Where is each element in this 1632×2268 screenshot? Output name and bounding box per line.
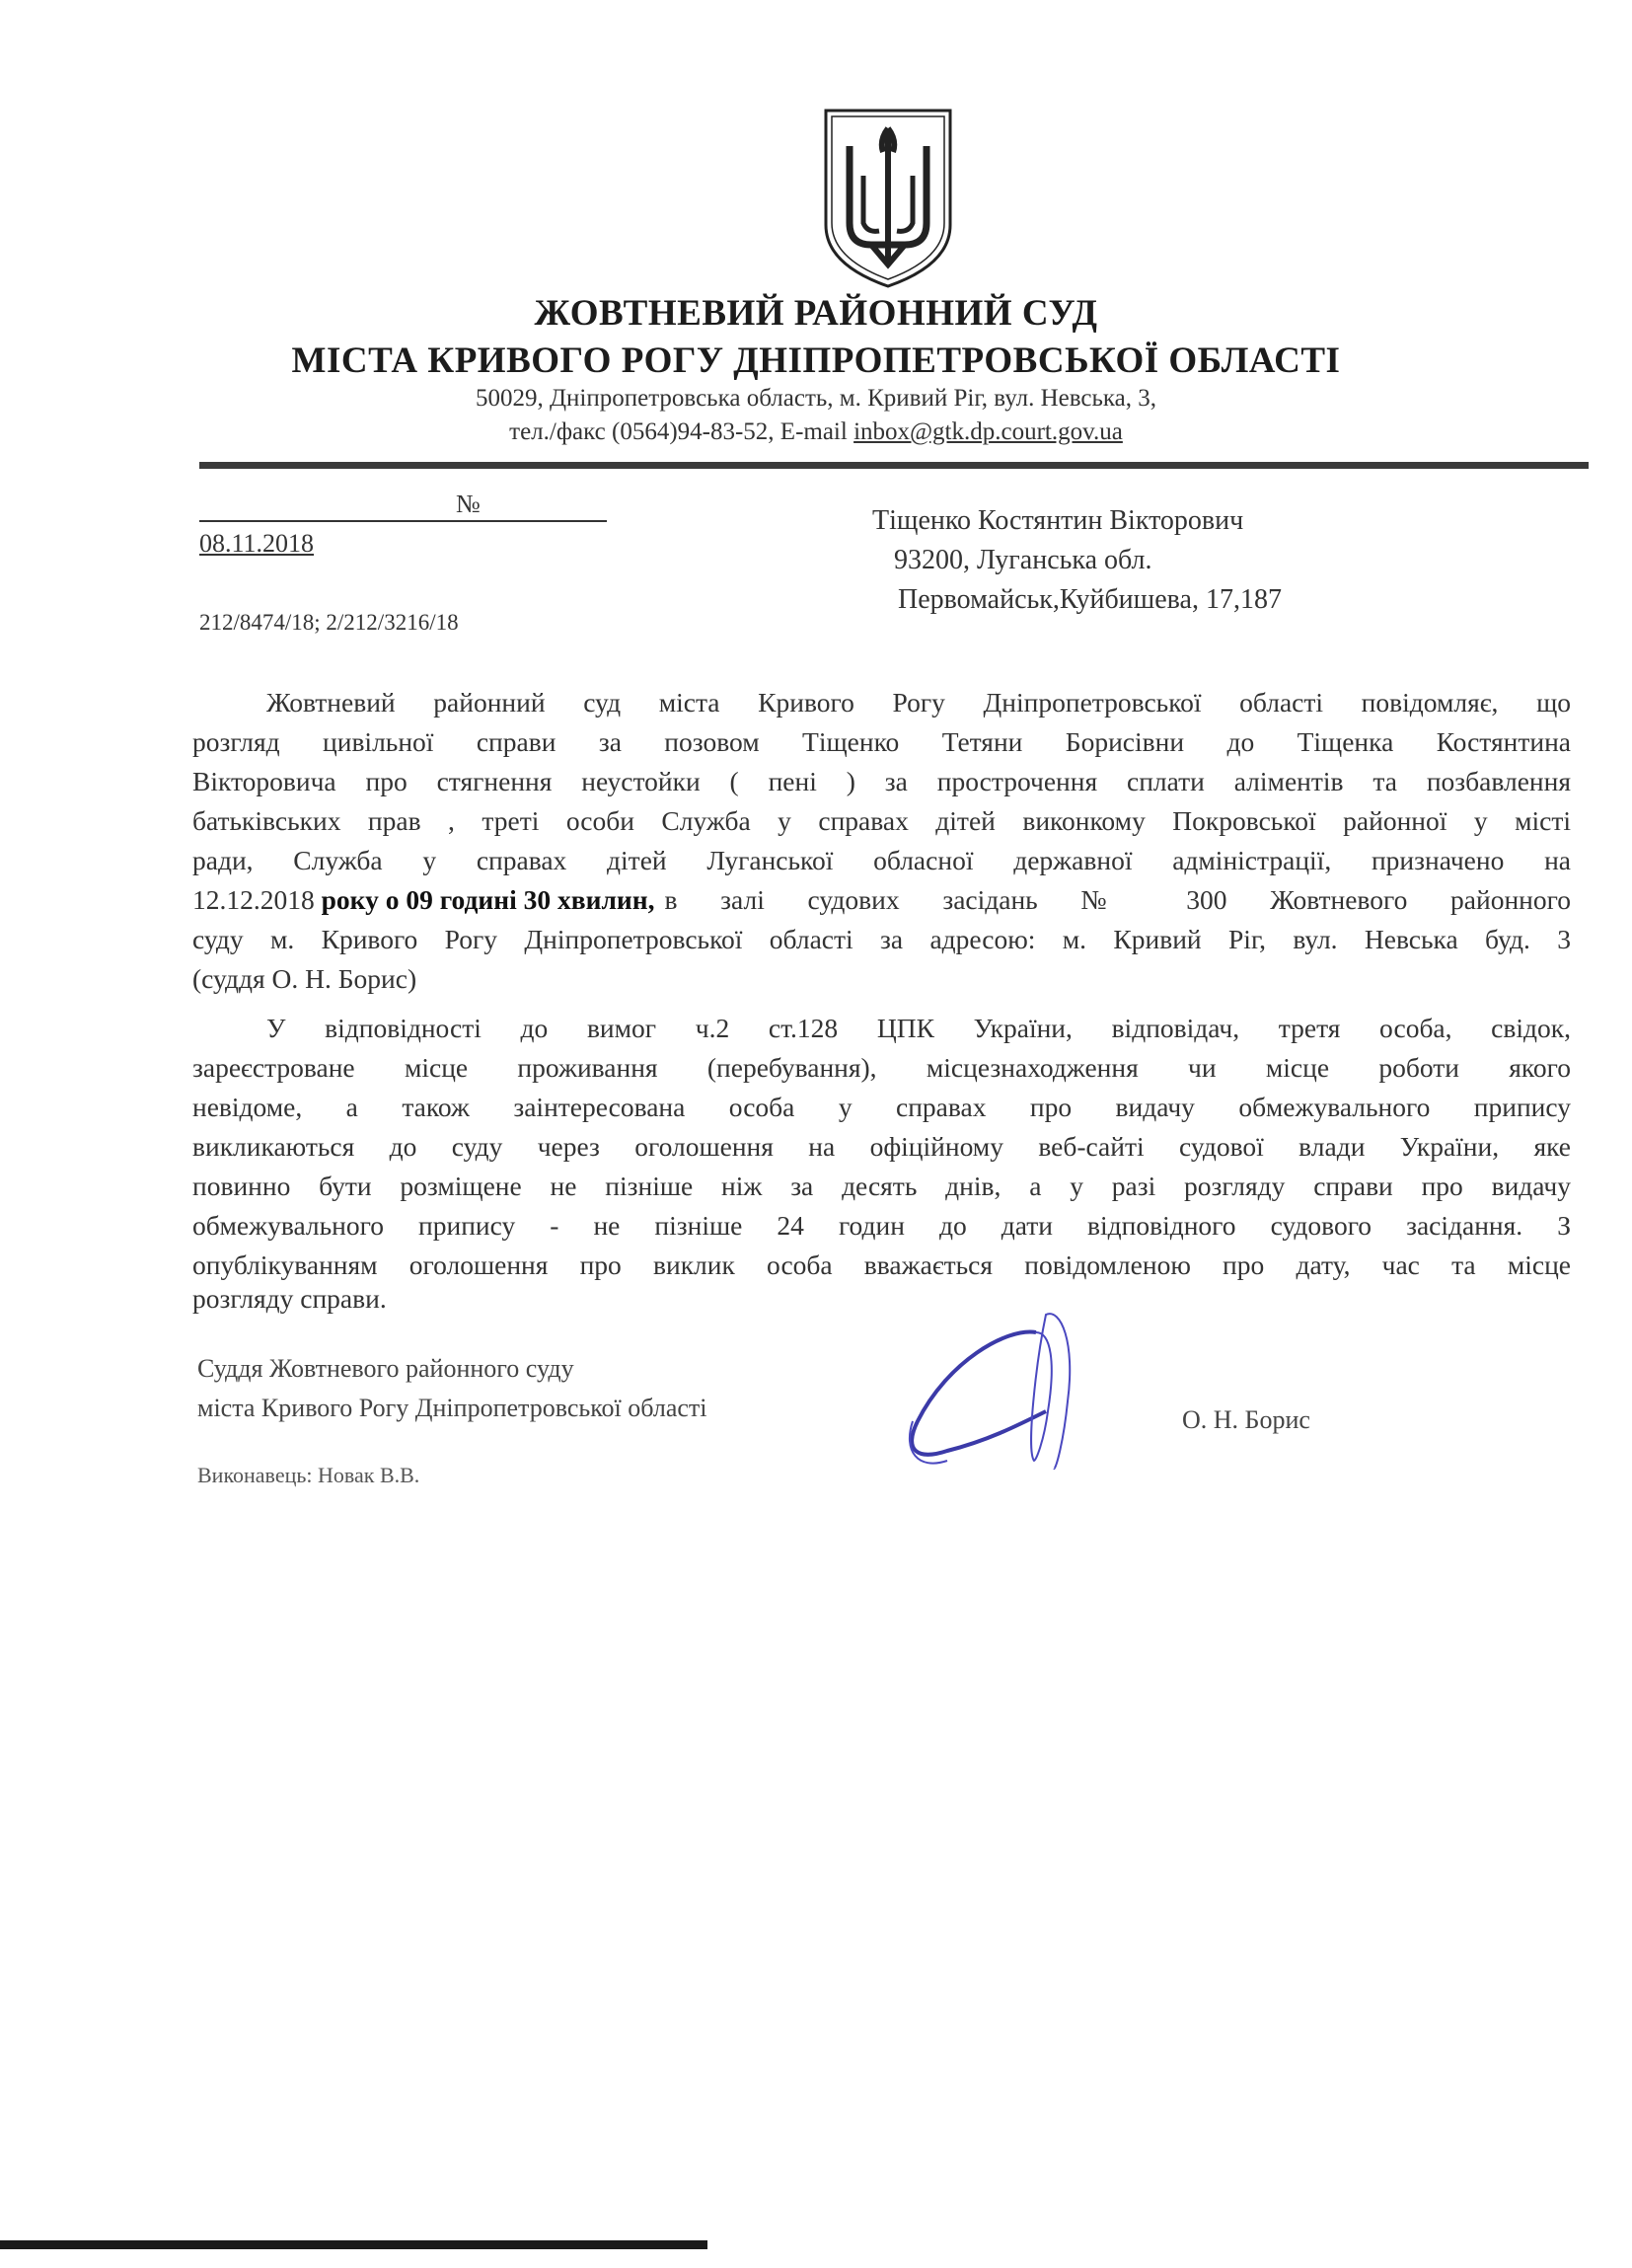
p1-line: суду м. Кривого Рогу Дніпропетровської області за адресою: м. Кривий Ріг, вул. Невська буд. 3 xyxy=(192,924,1571,954)
p2-line: повинно бути розміщене не пізніше ніж за десять днів, а у разі розгляду справи про видачу xyxy=(192,1171,1571,1201)
email-link[interactable]: inbox@gtk.dp.court.gov.ua xyxy=(853,418,1123,445)
hearing-date: 12.12.2018 xyxy=(192,884,322,915)
handwritten-signature xyxy=(888,1303,1125,1475)
p2-line: зареєстроване місце проживання (перебування), місцезнаходження чи місце роботи якого xyxy=(192,1052,1571,1083)
recipient-name: Тіщенко Костянтин Вікторович xyxy=(872,505,1244,536)
p1-line: ради, Служба у справах дітей Луганської обласної державної адміністрації, призначено на xyxy=(192,845,1571,875)
p2-line: опублікуванням оголошення про виклик особа вважається повідомленою про дату, час та місце xyxy=(192,1249,1571,1280)
court-contacts xyxy=(0,418,1632,446)
p2-line: обмежувального припису - не пізніше 24 годин до дати відповідного судового засідання. З xyxy=(192,1210,1571,1241)
p1-line: розгляд цивільної справи за позовом Тіщенко Тетяни Борисівни до Тіщенка Костянтина xyxy=(192,726,1571,757)
executor: Виконавець: Новак В.В. xyxy=(197,1463,420,1487)
p2-line: розгляду справи. xyxy=(192,1283,387,1314)
letter-date: 08.11.2018 xyxy=(199,529,315,558)
judge-position-line2: міста Кривого Рогу Дніпропетровської області xyxy=(197,1394,707,1422)
p1-line-hearing xyxy=(192,884,1571,916)
hearing-place: в залі судових засідань № 300 Жовтневого районного xyxy=(664,884,1571,915)
judge-position-line1: Суддя Жовтневого районного суду xyxy=(197,1354,574,1383)
p1-line: Вікторовича про стягнення неустойки ( пені ) за прострочення сплати аліментів та позбавлення xyxy=(192,766,1571,796)
p2-line: невідоме, а також заінтересована особа у справах про видачу обмежувального припису xyxy=(192,1092,1571,1122)
header-divider xyxy=(199,462,1589,469)
court-name-line1: ЖОВТНЕВИЙ РАЙОННИЙ СУД xyxy=(534,293,1098,334)
p1-line: (суддя О. Н. Борис) xyxy=(192,963,417,994)
judge-name: О. Н. Борис xyxy=(1182,1405,1310,1434)
number-underline xyxy=(199,520,607,522)
p2-line: У відповідності до вимог ч.2 ст.128 ЦПК України, відповідач, третя особа, свідок, xyxy=(266,1013,1571,1043)
court-name-line2: МІСТА КРИВОГО РОГУ ДНІПРОПЕТРОВСЬКОЇ ОБЛАСТІ xyxy=(291,340,1341,381)
p2-line: викликаються до суду через оголошення на офіційному веб-сайті судової влади України, яке xyxy=(192,1131,1571,1162)
p1-line: батьківських прав , треті особи Служба у справах дітей виконкому Покровської районної у місті xyxy=(192,805,1571,836)
recipient-region: 93200, Луганська обл. xyxy=(894,545,1152,575)
case-numbers: 212/8474/18; 2/212/3216/18 xyxy=(199,610,459,635)
phone-fax: тел./факс (0564)94-83-52, E-mail xyxy=(509,418,854,445)
number-label: № xyxy=(456,490,481,518)
hearing-time: року о 09 годині 30 хвилин, xyxy=(321,884,655,915)
court-address: 50029, Дніпропетровська область, м. Кривий Ріг, вул. Невська, 3, xyxy=(475,385,1157,412)
p1-line: Жовтневий районний суд міста Кривого Рогу Дніпропетровської області повідомляє, що xyxy=(266,687,1571,718)
recipient-address: Первомайськ,Куйбишева, 17,187 xyxy=(898,584,1282,615)
coat-of-arms-icon xyxy=(822,107,954,290)
scan-edge-mark xyxy=(0,2240,707,2249)
